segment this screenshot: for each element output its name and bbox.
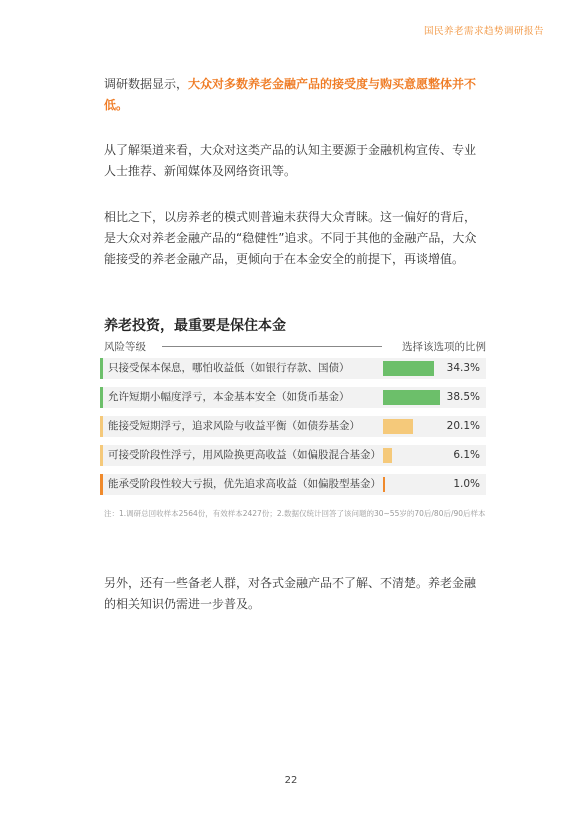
paragraph-1-prefix: 调研数据显示， — [104, 77, 189, 91]
category-label: 可接受阶段性浮亏，用风险换更高收益（如偏股混合基金） — [108, 449, 381, 461]
value-label: 38.5% — [446, 391, 480, 403]
paragraph-2: 从了解渠道来看，大众对这类产品的认知主要源于金融机构宣传、专业人士推荐、新闻媒体及网络资讯等。 — [104, 143, 477, 178]
row-accent — [100, 416, 103, 437]
proportion-label: 选择该选项的比例 — [402, 341, 486, 353]
category-label: 只接受保本保息，哪怕收益低（如银行存款、国债） — [108, 362, 350, 374]
category-label: 能承受阶段性较大亏损，优先追求高收益（如偏股型基金） — [108, 478, 381, 490]
risk-level-label: 风险等级 — [104, 341, 146, 353]
row-accent — [100, 387, 103, 408]
paragraph-1 — [104, 74, 484, 116]
page-number: 22 — [284, 775, 298, 786]
row-accent — [100, 445, 103, 466]
report-header-title: 国民养老需求趋势调研报告 — [423, 26, 544, 37]
chart-title: 养老投资，最重要是保住本金 — [104, 318, 286, 334]
row-accent — [100, 358, 103, 379]
chart-row — [100, 416, 486, 437]
bar — [383, 477, 385, 492]
bar — [383, 419, 413, 434]
bar — [383, 448, 392, 463]
chart-rows — [100, 358, 486, 503]
chart-axis-header — [104, 339, 486, 353]
value-label: 6.1% — [453, 449, 480, 461]
paragraph-3: 相比之下，以房养老的模式则普遍未获得大众青睐。这一偏好的背后，是大众对养老金融产品的“稳健性”追求。不同于其他的金融产品，大众能接受的养老金融产品，更倾向于在本金安全的前提下，再谈增值。 — [104, 210, 477, 266]
chart-footnote: 注：1.调研总回收样本2564份，有效样本2427份；2.数据仅统计回答了该问题的30~55岁的70后/80后/90后样本 — [104, 509, 486, 518]
row-accent — [100, 474, 103, 495]
axis-divider-line — [162, 346, 382, 347]
paragraph-4: 另外，还有一些备老人群，对各式金融产品不了解、不清楚。养老金融的相关知识仍需进一步普及。 — [104, 576, 477, 611]
category-label: 能接受短期浮亏，追求风险与收益平衡（如债券基金） — [108, 420, 360, 432]
chart-row — [100, 445, 486, 466]
chart-row — [100, 387, 486, 408]
category-label: 允许短期小幅度浮亏，本金基本安全（如货币基金） — [108, 391, 350, 403]
chart-row — [100, 358, 486, 379]
value-label: 34.3% — [446, 362, 480, 374]
paragraph-1-highlight: 大众对多数养老金融产品的接受度与购买意愿整体并不低。 — [104, 77, 477, 112]
bar — [383, 361, 434, 376]
bar — [383, 390, 440, 405]
value-label: 20.1% — [446, 420, 480, 432]
chart-row — [100, 474, 486, 495]
value-label: 1.0% — [453, 478, 480, 490]
